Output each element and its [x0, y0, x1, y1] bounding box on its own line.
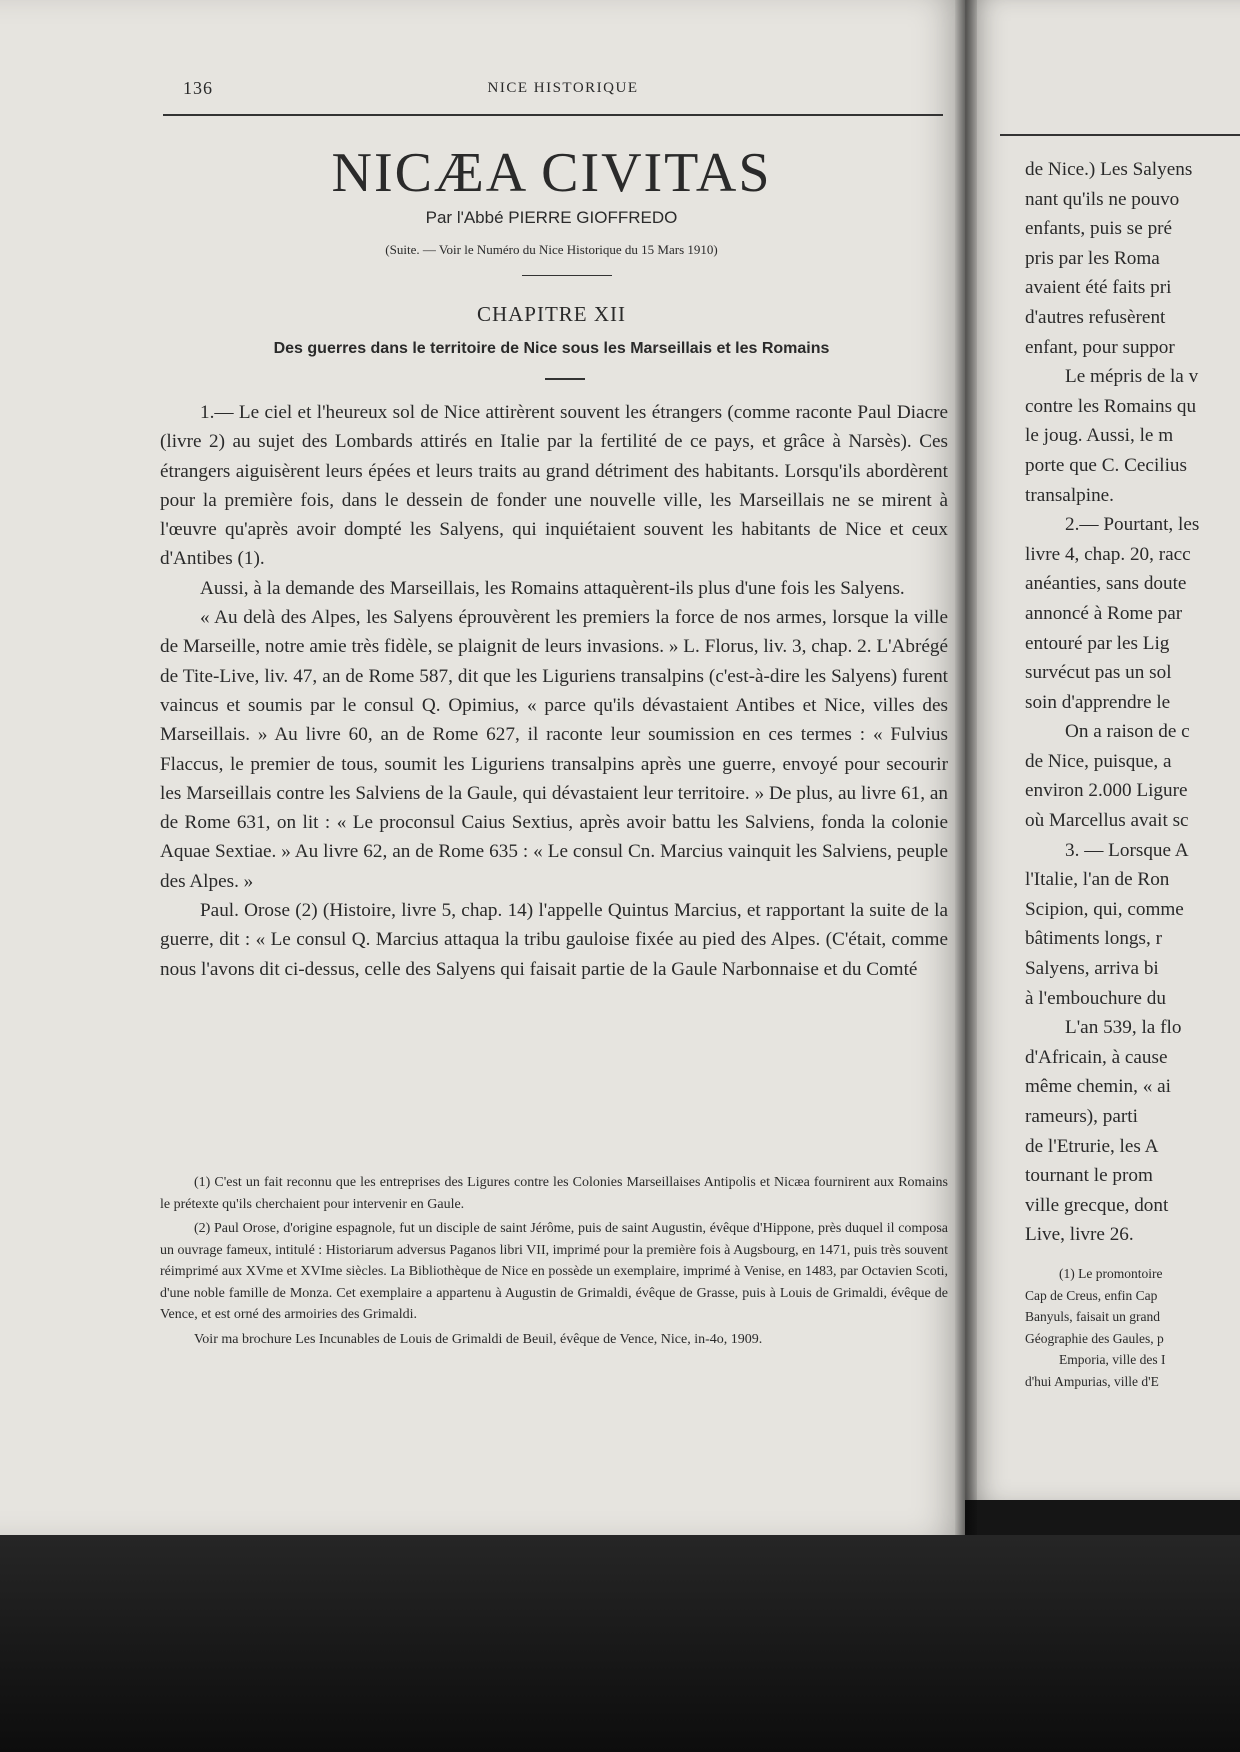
text-line: le joug. Aussi, le m: [1025, 425, 1174, 447]
text-line: anéanties, sans doute: [1025, 573, 1187, 595]
header-rule: [163, 114, 943, 116]
article-title: NICÆA CIVITAS: [331, 142, 772, 204]
text-line: avaient été faits pri: [1025, 277, 1172, 299]
text-line: tournant le prom: [1025, 1165, 1153, 1187]
text-line: Scipion, qui, comme: [1025, 898, 1184, 920]
article-byline: Par l'Abbé PIERRE GIOFFREDO: [425, 208, 678, 227]
text-line: l'Italie, l'an de Ron: [1025, 869, 1170, 891]
paragraph: Aussi, à la demande des Marseillais, les Romains attaquèrent-ils plus d'une fois les Salyens.: [200, 577, 905, 599]
footnote-line: Cap de Creus, enfin Cap: [1025, 1287, 1158, 1303]
body-text: [160, 398, 948, 984]
chapter-heading: CHAPITRE XII: [476, 302, 627, 326]
text-line: de Nice.) Les Salyens: [1025, 159, 1193, 180]
text-line: porte que C. Cecilius: [1025, 454, 1187, 476]
text-line: d'Africain, à cause: [1025, 1046, 1168, 1068]
running-head: [183, 78, 943, 102]
text-line: contre les Romains qu: [1025, 395, 1197, 417]
paragraph: Paul. Orose (2) (Histoire, livre 5, chap. 14) l'appelle Quintus Marcius, et rapportant la suite de la guerre, dit : « Le consul Q. Marcius attaqua la tribu gauloise fixée au pied des Alpes. (C'était, comme nous l'avons dit ci-dessus, celle des Salyens qui faisait partie de la Gaule Narbonnaise et du Comté: [160, 900, 948, 980]
text-line: nant qu'ils ne pouvo: [1025, 188, 1180, 210]
text-line: Live, livre 26.: [1025, 1224, 1134, 1246]
text-line: soin d'apprendre le: [1025, 691, 1171, 713]
text-line: enfants, puis se pré: [1025, 218, 1173, 240]
footnote: (1) C'est un fait reconnu que les entreprises des Ligures contre les Colonies Marseillaises Antipolis et Nicæa fournirent aux Romains le prétexte qu'ils cherchaient pour intervenir en Gaule.: [160, 1175, 948, 1212]
separator-rule: [545, 378, 585, 380]
header-rule: [1000, 134, 1240, 136]
right-body-text: [1025, 155, 1240, 1250]
text-line: bâtiments longs, r: [1025, 928, 1162, 950]
paragraph: « Au delà des Alpes, les Salyens éprouvèrent les premiers la force de nos armes, lorsque la ville de Marseille, notre amie très fidèle, se plaignit de leurs invasions. » L. Florus, liv. 3, chap. 2. L'Abrégé de Tite-Live, liv. 47, an de Rome 587, dit que les Liguriens transalpins (c'est-à-dire les Salyens) furent vaincus et soumis par le consul Q. Opimius, « parce qu'ils dévastaient Antibes et Nice, villes des Marseillais. » Au livre 60, an de Rome 627, il raconte leur soumission en ces termes : « Fulvius Flaccus, le premier de tous, soumit les Liguriens transalpins après une guerre, envoyé pour secourir les Marseillais contre les Salviens de la Gaule, qui dévastaient leur territoire. » De plus, au livre 61, an de Rome 631, on lit : « Le proconsul Caius Sextius, après avoir battu les Salviens, fonda la colonie Aquae Sextiae. » Au livre 62, an de Rome 635 : « Le consul Cn. Marcius vainquit les Salviens, peuple des Alpes. »: [160, 607, 948, 892]
right-footnotes: [1025, 1263, 1240, 1392]
text-line: 2.— Pourtant, les: [1065, 514, 1200, 536]
text-line: 3. — Lorsque A: [1065, 839, 1189, 861]
text-line: L'an 539, la flo: [1065, 1017, 1182, 1039]
text-line: rameurs), parti: [1025, 1106, 1138, 1127]
right-page: [965, 0, 1240, 1500]
text-line: annoncé à Rome par: [1025, 602, 1183, 624]
text-line: de Nice, puisque, a: [1025, 750, 1172, 772]
text-line: survécut pas un sol: [1025, 662, 1172, 684]
text-line: entouré par les Lig: [1025, 632, 1170, 654]
text-line: de l'Etrurie, les A: [1025, 1135, 1159, 1157]
footnote-line: d'hui Ampurias, ville d'E: [1025, 1373, 1159, 1389]
text-line: pris par les Roma: [1025, 247, 1160, 269]
scan-bottom-edge: [0, 1535, 1240, 1752]
text-line: livre 4, chap. 20, racc: [1025, 543, 1191, 565]
text-line: enfant, pour suppor: [1025, 336, 1175, 358]
footnote: (2) Paul Orose, d'origine espagnole, fut un disciple de saint Jérôme, puis de saint Augustin, évêque d'Hippone, près duquel il composa un ouvrage fameux, intitulé : Historiarum adversus Paganos libri VII, imprimé pour la première fois à Augsbourg, en 1471, puis très souvent réimprimé aux XVme et XVIme siècles. La Bibliothèque de Nice en possède un exemplaire, imprimé à Venise, en 1483, par Octavien Scoti, d'une noble famille de Monza. Cet exemplaire a appartenu à Augustin de Grimaldi, évêque de Grasse, puis à Louis de Grimaldi, évêque de Vence, et est orné des armoiries des Grimaldi.: [160, 1221, 948, 1322]
book-gutter: [955, 0, 977, 1540]
footnote: Voir ma brochure Les Incunables de Louis de Grimaldi de Beuil, évêque de Vence, Nice, in-4o, 1909.: [194, 1331, 763, 1347]
running-title: NICE HISTORIQUE: [487, 80, 639, 96]
text-line: On a raison de c: [1065, 721, 1190, 743]
text-line: Le mépris de la v: [1065, 366, 1199, 388]
text-line: d'autres refusèrent: [1025, 306, 1166, 328]
text-line: environ 2.000 Ligure: [1025, 780, 1188, 802]
footnote-line: Banyuls, faisait un grand: [1025, 1309, 1160, 1324]
chapter-subtitle: Des guerres dans le territoire de Nice sous les Marseillais et les Romains: [273, 340, 830, 357]
footnote-line: Emporia, ville des I: [1059, 1352, 1166, 1367]
footnote-line: (1) Le promontoire: [1059, 1266, 1163, 1281]
page-number: 136: [183, 78, 213, 98]
text-line: où Marcellus avait sc: [1025, 810, 1189, 832]
continuation-note: (Suite. — Voir le Numéro du Nice Historique du 15 Mars 1910): [385, 242, 718, 257]
text-line: transalpine.: [1025, 484, 1114, 506]
text-line: même chemin, « ai: [1025, 1076, 1171, 1098]
footnotes: [160, 1172, 948, 1353]
footnote-line: Géographie des Gaules, p: [1025, 1330, 1164, 1346]
paragraph: 1.— Le ciel et l'heureux sol de Nice attirèrent souvent les étrangers (comme raconte Paul Diacre (livre 2) au sujet des Lombards attirés en Italie par la fertilité de ce pays, et grâce à Narsès). Ces étrangers aiguisèrent leurs épées et leurs traits au grand détriment des habitants. Lorsqu'ils abordèrent pour la première fois, dans le dessein de fonder une nouvelle ville, les Marseillais ne se mirent à l'œuvre qu'après avoir dompté les Salyens, qui inquiétaient souvent les habitants de Nice et ceux d'Antibes (1).: [160, 402, 948, 570]
text-line: à l'embouchure du: [1025, 987, 1166, 1009]
separator-rule: [522, 275, 612, 276]
text-line: ville grecque, dont: [1025, 1194, 1169, 1216]
text-line: Salyens, arriva bi: [1025, 958, 1159, 980]
